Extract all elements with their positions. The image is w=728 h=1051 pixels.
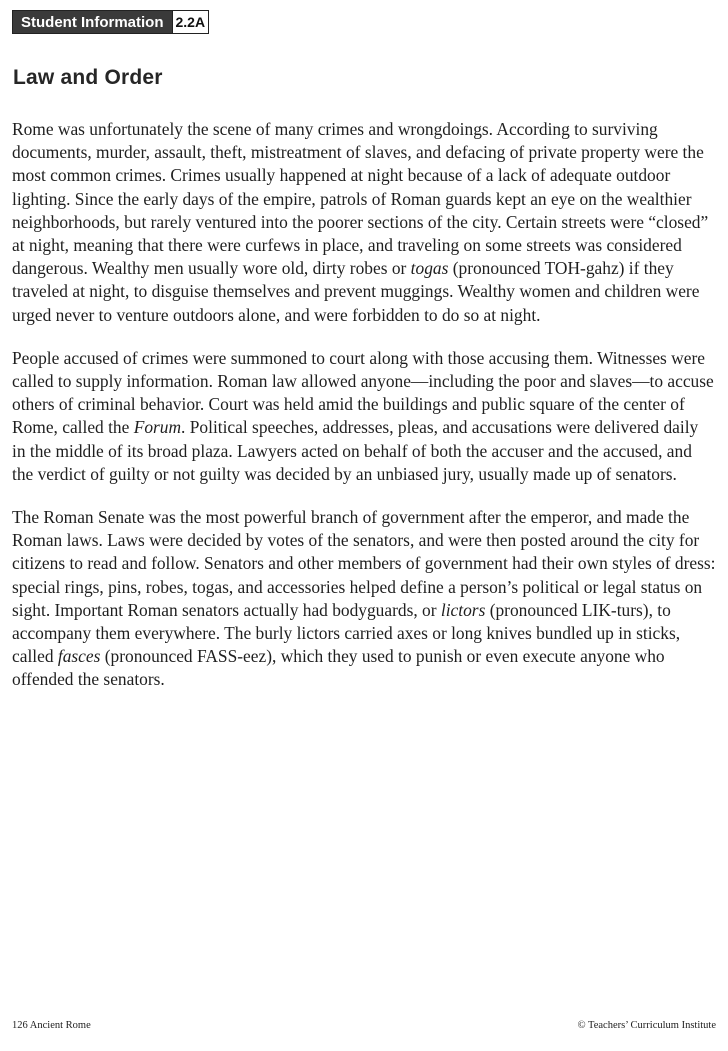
text-run: (pronounced FASS-eez), which they used to punish or even execute anyone who offended the senators. [12, 646, 665, 690]
italic-term: lictors [440, 599, 486, 620]
text-run: (pronounced TOH-gahz) if they traveled at night, to disguise themselves and prevent muggings. Wealthy women and children were urged never to venture outdoors alone, and were forbidden to do so at night. [12, 258, 700, 325]
paragraph [12, 347, 716, 486]
italic-term: togas [410, 258, 449, 279]
text-run: People accused of crimes were summoned to court along with those accusing them. Witnesses were called to supply information. Roman law allowed anyone—including the poor and slaves—to accuse others of criminal behavior. Court was held amid the buildings and public square of the center of Rome, called the [12, 347, 714, 438]
page-footer-right: © Teachers’ Curriculum Institute [577, 1020, 716, 1031]
page-footer-left: 126 Ancient Rome [12, 1020, 91, 1031]
italic-term: Forum [133, 417, 182, 438]
section-label: Student Information [12, 10, 172, 34]
paragraph [12, 118, 716, 327]
text-run: . Political speeches, addresses, pleas, and accusations were delivered daily in the middle of its broad plaza. Lawyers acted on behalf of both the accuser and the accused, and the verdict of guilty or not guilty was decided by an unbiased jury, usually made up of senators. [12, 417, 699, 484]
page-title: Law and Order [13, 66, 163, 89]
article-body [12, 118, 716, 712]
section-code: 2.2A [172, 10, 210, 34]
italic-term: fasces [57, 646, 101, 667]
paragraph [12, 506, 716, 692]
text-run: (pronounced LIK-turs), to accompany them everywhere. The burly lictors carried axes or long knives bundled up in sticks, called [12, 599, 681, 667]
text-run: Rome was unfortunately the scene of many crimes and wrongdoings. According to surviving documents, murder, assault, theft, mistreatment of slaves, and defacing of private property were the most common crimes. Crimes usually happened at night because of a lack of adequate outdoor lighting. Since the early days of the empire, patrols of Roman guards kept an eye on the wealthier neighborhoods, but rarely ventured into the poorer sections of the city. Certain streets were “closed” at night, meaning that there were curfews in place, and traveling on some streets was considered dangerous. Wealthy men usually wore old, dirty robes or [12, 119, 709, 279]
text-run: The Roman Senate was the most powerful branch of government after the emperor, and made the Roman laws. Laws were decided by votes of the senators, and were then posted around the city for citizens to read and follow. Senators and other members of government had their own styles of dress: special rings, pins, robes, togas, and accessories helped define a person’s political or legal status on sight. Important Roman senators actually had bodyguards, or [12, 507, 716, 620]
section-header [12, 10, 209, 34]
